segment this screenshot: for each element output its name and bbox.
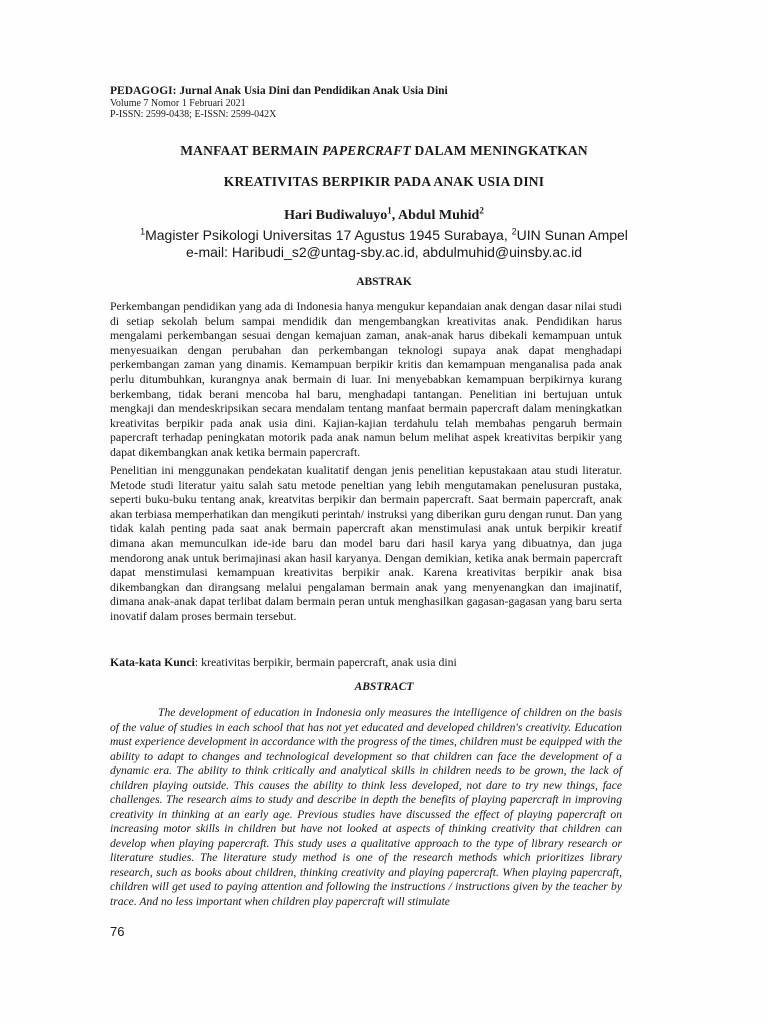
paper-title-line-2: KREATIVITAS BERPIKIR PADA ANAK USIA DINI [223, 174, 545, 189]
abstract-heading: ABSTRACT [354, 681, 414, 693]
abstrak-heading: ABSTRAK [356, 276, 412, 288]
author-affiliations: $^1$Magister Psikologi Universitas 17 Agustus 1945 Surabaya, $^2$UIN Sunan Ampel [140, 226, 628, 243]
keywords-label: Kata-kata Kunci [110, 655, 195, 669]
paper-title-line-1: MANFAAT BERMAIN PAPERCRAFT DALAM MENINGKATKAN [180, 143, 588, 158]
page-number: 76 [110, 924, 125, 939]
keywords [110, 655, 630, 670]
keywords-text: : kreativitas berpikir, bermain papercraft, anak usia dini [194, 655, 457, 669]
journal-volume: Volume 7 Nomor 1 Februari 2021 [110, 98, 246, 109]
abstrak-paragraph-1: Perkembangan pendidikan yang ada di Indonesia hanya mengukur kepandaian anak dengan dasar nilai studi di setiap sekolah belum sampai mendidik dan mengembangkan kreativitas anak. Pendidikan harus mengalami perkembangan sesuai dengan kemajuan zaman, anak-anak harus dibekali kemampuan untuk menyesuaikan dengan perubahan dan perkembangan teknologi supaya anak dapat menghadapi perkembangan zaman yang dinamis. Kemampuan berpikir kritis dan kemampuan menganalisa pada anak perlu ditumbuhkan, kurangnya anak bermain di luar. Ini menyebabkan kemampuan berpikirnya kurang berkembang, tidak berani mencoba hal baru, menghadapi tantangan. Penelitian ini bertujuan untuk mengkaji dan mendeskripsikan secara mendalam tentang manfaat bermain papercraft dalam meningkatkan kreativitas berpikir pada anak usia dini. Kajian-kajian terdahulu telah membahas pengaruh bermain papercraft terhadap peningkatan motorik pada anak namun belum melihat aspek kreativitas berpikir yang dapat dikembangkan anak ketika bermain papercraft. [110, 299, 622, 459]
journal-header [110, 84, 448, 120]
title-emphasis: PAPERCRAFT [322, 143, 411, 158]
author-emails: e-mail: Haribudi_s2@untag-sby.ac.id, abdulmuhid@uinsby.ac.id [186, 244, 582, 260]
abstrak-paragraph-2: Penelitian ini menggunakan pendekatan kualitatif dengan jenis penelitian kepustakaan atau studi literatur. Metode studi literatur yaitu salah satu metode peneltian yang lebih mengutamakan penelusuran pustaka, seperti buku-buku tentang anak, kreatvitas berpikir dan bermain papercraft. Saat bermain papercraft, anak akan terbiasa memperhatikan dan mengikuti perintah/ instruksi yang diberikan guru dengan runut. Dan yang tidak kalah penting pada saat anak bermain papercraft akan menstimulasi anak untuk berpikir kreatif dimana akan memunculkan ide-ide baru dan model baru dari hasil karya yang dibuatnya, dan juga mendorong anak untuk berimajinasi akan hasil karyanya. Dengan demikian, ketika anak bermain papercraft dapat menstimulasi kemampuan kreativitas berpikir anak. Karena kreativitas berpikir anak bisa dikembangkan dan dirangsang melalui pengalaman bermain anak yang menyenangkan dan imajinatif, dimana anak-anak dapat terlibat dalam bermain peran untuk menghasilkan gagasan-gagasan yang baru serta inovatif dalam proses bermain tersebut. [110, 463, 622, 623]
author-names: Hari Budiwaluyo$^1$, Abdul Muhid$^2$ [284, 205, 484, 223]
journal-issn: P-ISSN: 2599-0438; E-ISSN: 2599-042X [110, 109, 277, 120]
abstract-paragraph: The development of education in Indonesia only measures the intelligence of children on the basis of the value of studies in each school that has not yet educated and developed children's creativity. Education must experience development in accordance with the progress of the times, children must be equipped with the ability to adapt to changes and technological development so that children can face the development of a dynamic era. The ability to think critically and analytical skills in children needs to be grown, the lack of children playing outside. This causes the ability to think less developed, not dare to try new things, face challenges. The research aims to study and describe in depth the benefits of playing papercraft in improving creativity in thinking at an early age. Previous studies have discussed the effect of playing papercraft on increasing motor skills in children but have not looked at aspects of thinking creativity that children can develop when playing papercraft. This study uses a qualitative approach to the type of library research or literature studies. The literature study method is one of the research methods which prioritizes library research, such as books about children, thinking creativity and playing papercraft. When playing papercraft, children will get used to paying attention and following the instructions / instructions given by the teacher by trace. And no less important when children play papercraft will stimulate [110, 706, 622, 908]
journal-name: PEDAGOGI: Jurnal Anak Usia Dini dan Pendidikan Anak Usia Dini [110, 85, 448, 97]
